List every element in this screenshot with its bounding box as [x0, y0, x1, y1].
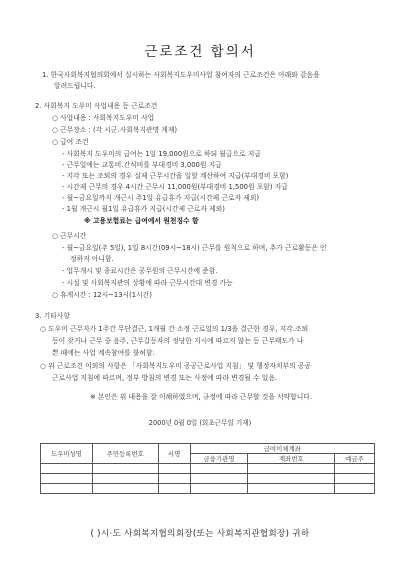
cell-account-number[interactable]: [248, 464, 335, 474]
break-time: ○ 휴게시간 : 12시~13시(1시간): [52, 291, 152, 299]
section3-heading: 3. 기타사항: [35, 312, 70, 320]
cell-signature[interactable]: [158, 464, 190, 474]
wage-item: - 월~금요일까지 개근시 주1일 유급휴가 지급(시간제 근로자 제외): [62, 194, 260, 202]
wage-item: - 1월 개근시 월1일 유급휴가 지급(시간제 근로자 제외): [62, 205, 225, 213]
header-bank-transfer: 급여이체계좌: [190, 444, 374, 454]
cell-signature[interactable]: [158, 474, 190, 484]
misc-item-cont: 등이 잦거나 근무 중 음주, 근무갈등자의 정당한 지시에 따르지 않는 등 근무태도가 나: [52, 337, 304, 345]
wage-heading: ○ 급여 조건: [52, 138, 89, 146]
addressee-line: ( )시·도 사회복지협의회장(또는 사회복지관협회장) 귀하: [90, 529, 310, 539]
header-name: 도우미성명: [41, 444, 93, 464]
header-account-holder: 예금주: [335, 454, 375, 464]
cell-name[interactable]: [41, 474, 93, 484]
hours-item: - 시설 및 사회복지관의 상황에 따라 근무시간대 변경 가능: [62, 279, 233, 287]
header-bank-name: 금융기관명: [190, 454, 248, 464]
misc-item-cont: 쁜 때에는 사업 계속참여를 불허함.: [52, 349, 155, 357]
hours-item-cont: 정하지 아니함.: [70, 255, 114, 263]
wage-item: - 지각 또는 조퇴의 경우 실제 근무시간을 일할 계산하여 지급(부대경비 포함): [62, 172, 289, 180]
cell-bank-name[interactable]: [190, 474, 248, 484]
document-title: 근로조건 합의서: [144, 44, 256, 60]
cell-account-holder[interactable]: [335, 474, 375, 484]
table-row: [41, 484, 375, 494]
pledge-note: ※ 본인은 위 내용을 잘 이해하였으며, 규정에 따라 근무할 것을 서약합니다.: [90, 393, 313, 401]
work-content: ○ 사업내용 : 사회복지도우미 사업: [52, 114, 155, 122]
date-line: 2000년 0월 0일 (회초근무일 기재): [148, 419, 252, 427]
wage-item: - 시간제 근무의 경우 4시간 근무시 11,000원(부대경비 1,500원 포함) 지급: [62, 183, 288, 191]
hours-item: - 업무개시 및 종료시간은 공무원의 근무시간에 준함.: [62, 267, 218, 275]
header-signature: 서명: [158, 444, 190, 464]
cell-name[interactable]: [41, 464, 93, 474]
header-id-number: 주민등록번호: [92, 444, 158, 464]
header-account-number: 계좌번호: [248, 454, 335, 464]
cell-bank-name[interactable]: [190, 464, 248, 474]
cell-id-number[interactable]: [92, 484, 158, 494]
table-row: [41, 464, 375, 474]
signature-table: [40, 443, 375, 494]
table-row: [41, 474, 375, 484]
cell-account-number[interactable]: [248, 474, 335, 484]
wage-item: - 근무일에는 교통비․간식비를 부대경비 3,000원 지급: [62, 161, 222, 169]
work-place: ○ 근무장소 : (각 시군․사회복지관명 게재): [52, 126, 178, 134]
cell-account-holder[interactable]: [335, 484, 375, 494]
hours-heading: ○ 근무시간: [52, 232, 87, 240]
section1-text-cont: 알려드립니다.: [54, 82, 96, 90]
wage-item: - 사회복지 도우미의 급여는 1일 19,000원으로 하되 월급으로 지급: [62, 150, 261, 158]
cell-signature[interactable]: [158, 484, 190, 494]
misc-item: ○ 위 근로조건 이외의 사항은 「사회복지도우미 공공근로사업 지침」 및 행정자치부의 공공: [40, 362, 311, 370]
cell-id-number[interactable]: [92, 464, 158, 474]
cell-bank-name[interactable]: [190, 484, 248, 494]
cell-id-number[interactable]: [92, 474, 158, 484]
section1-text: 1. 한국사회복지협의회에서 실시하는 사회복지도우미사업 참여자의 근로조건은 아래와 같음을: [42, 71, 320, 79]
misc-item-cont: 근로사업 지침에 따르며, 정부 방침의 변경 또는 사정에 따라 변경될 수 있음.: [52, 374, 278, 382]
section2-heading: 2. 사회복지 도우미 사업내용 등 근로조건: [35, 102, 158, 110]
cell-account-number[interactable]: [248, 484, 335, 494]
hours-item: - 월~금요일(주 5일), 1일 8시간(09시~18시) 근무를 원칙으로 하며, 추가 근로활동은 인: [62, 244, 327, 252]
insurance-note: ※ 고용보험료는 급여에서 원천징수 함: [84, 217, 199, 225]
cell-name[interactable]: [41, 484, 93, 494]
misc-item: ○ 도우미 근무자가 1주간 무단결근, 1개월 간 소정 근로일의 1/3을 결근한 경우, 지각․조퇴: [40, 325, 309, 333]
cell-account-holder[interactable]: [335, 464, 375, 474]
